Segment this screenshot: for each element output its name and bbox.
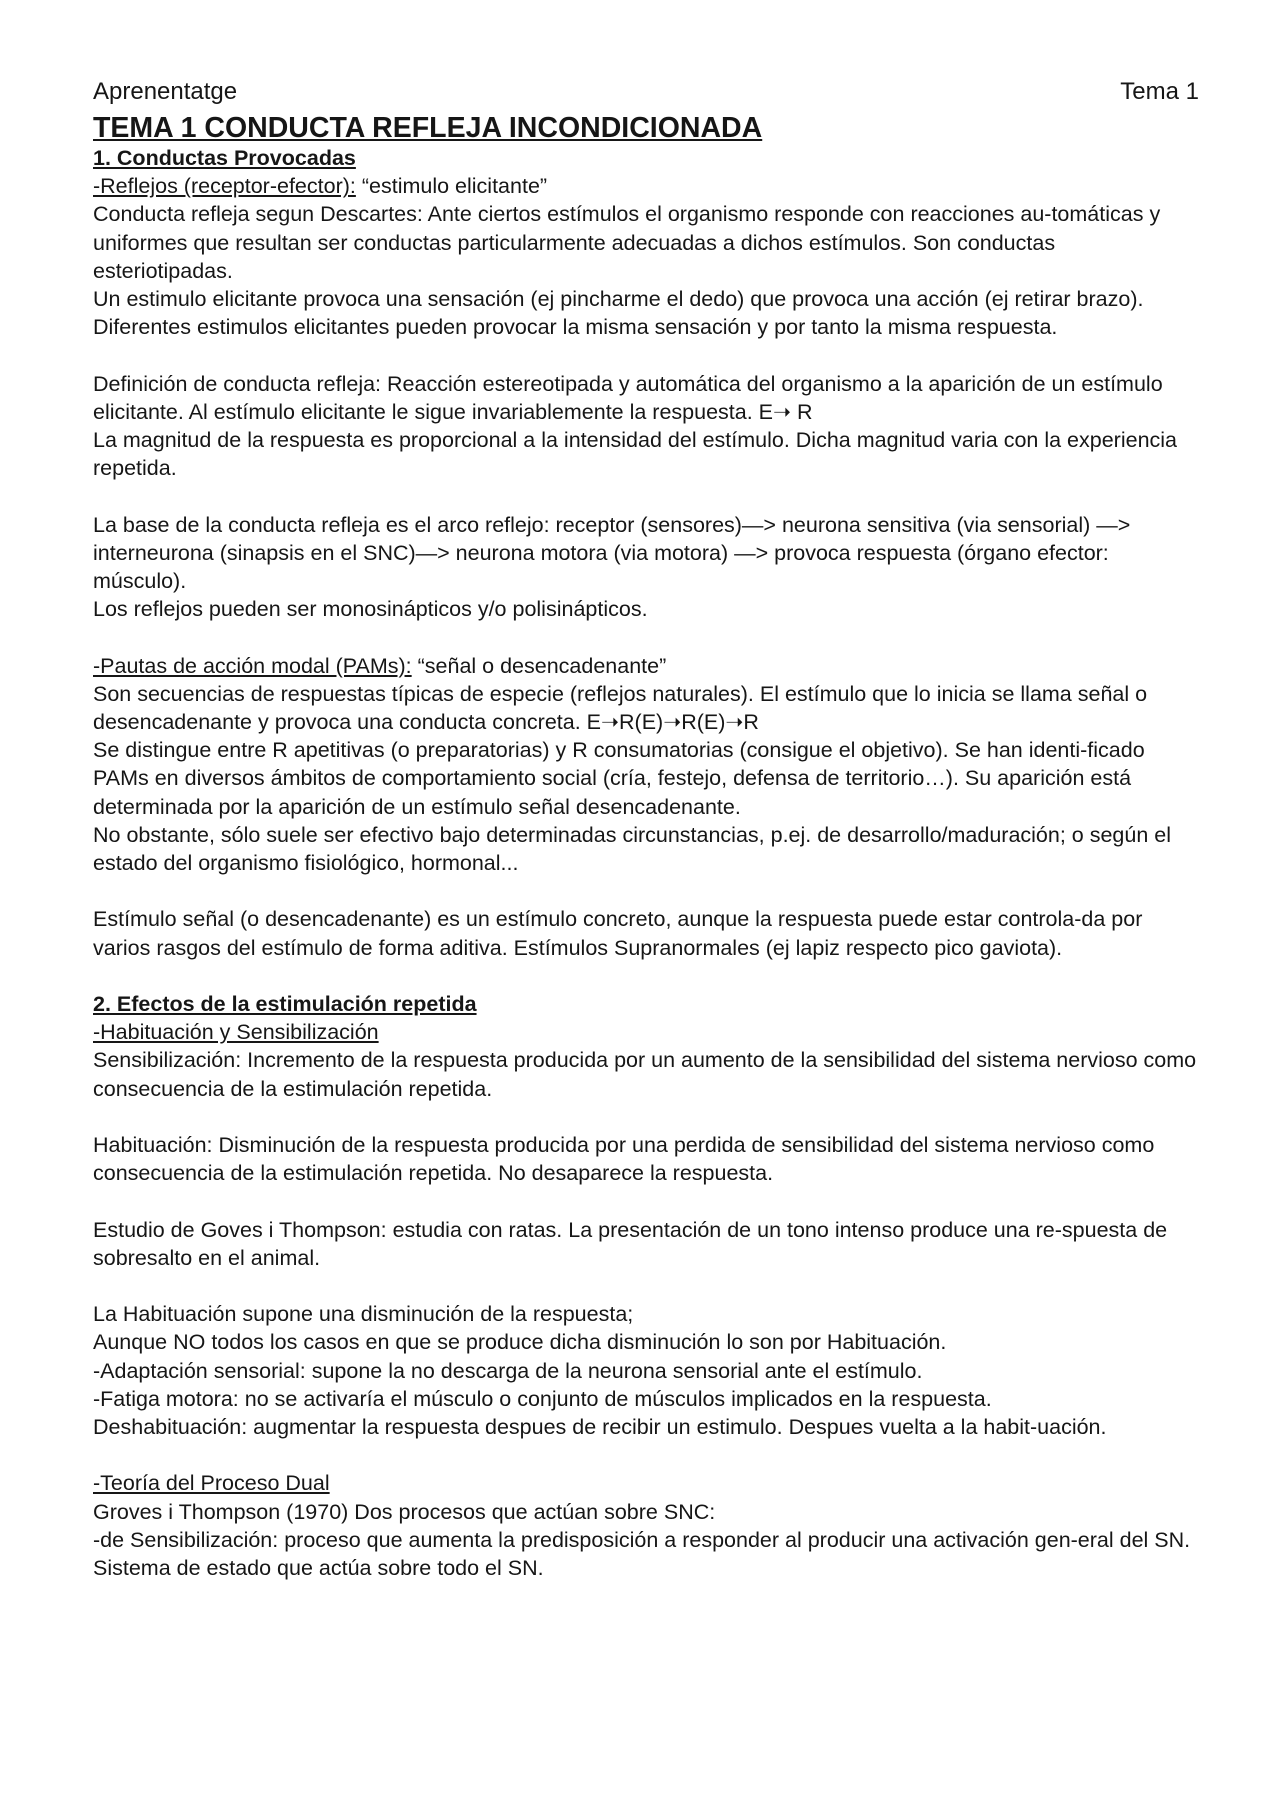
subheading-habituacion bbox=[93, 1018, 1199, 1046]
subheading-habituacion-label: -Habituación y Sensibilización bbox=[93, 1020, 379, 1045]
paragraph-gap bbox=[93, 341, 1199, 369]
paragraph: -Adaptación sensorial: supone la no descarga de la neurona sensorial ante el estímulo. bbox=[93, 1358, 923, 1383]
paragraph: Aunque NO todos los casos en que se produce dicha disminución lo son por Habituación. bbox=[93, 1330, 947, 1355]
paragraph-gap bbox=[93, 623, 1199, 651]
paragraph: Groves i Thompson (1970) Dos procesos que actúan sobre SNC: bbox=[93, 1499, 716, 1524]
document-body bbox=[93, 144, 1199, 1582]
paragraph-gap bbox=[93, 482, 1199, 510]
paragraph-gap bbox=[93, 962, 1199, 990]
paragraph-gap bbox=[93, 1441, 1199, 1469]
paragraph-gap bbox=[93, 1187, 1199, 1215]
subheading-dual bbox=[93, 1469, 1199, 1497]
paragraph-gap bbox=[93, 1103, 1199, 1131]
subheading-pams bbox=[93, 652, 1199, 680]
paragraph: Conducta refleja segun Descartes: Ante ciertos estímulos el organismo responde con reacciones au-tomáticas y uniformes que resultan ser conductas particularmente adecuadas a dichos estímulos. Son conductas esteriotipadas. bbox=[93, 202, 1161, 283]
paragraph: -de Sensibilización: proceso que aumenta la predisposición a responder al producir una activación gen-eral del SN. Sistema de estado que actúa sobre todo el SN. bbox=[93, 1527, 1191, 1581]
subheading-pams-label: -Pautas de acción modal (PAMs): bbox=[93, 653, 412, 678]
subheading-pams-quote: “señal o desencadenante” bbox=[411, 653, 667, 678]
subheading-reflejos-label: -Reflejos (receptor-efector): bbox=[93, 174, 356, 199]
document-page bbox=[93, 72, 1199, 1582]
subheading-dual-label: -Teoría del Proceso Dual bbox=[93, 1471, 330, 1496]
paragraph: La base de la conducta refleja es el arco reflejo: receptor (sensores)—> neurona sensitiva (via sensorial) —> interneurona (sinapsis en el SNC)—> neurona motora (via motora) —> provoca respuesta (órgano efector: músculo). bbox=[93, 512, 1131, 594]
paragraph: Los reflejos pueden ser monosinápticos y/o polisinápticos. bbox=[93, 597, 648, 622]
header-subject: Aprenentatge bbox=[93, 78, 238, 105]
paragraph: Habituación: Disminución de la respuesta producida por una perdida de sensibilidad del sistema nervioso como consecuencia de la estimulación repetida. No desaparece la respuesta. bbox=[93, 1133, 1155, 1186]
paragraph: No obstante, sólo suele ser efectivo bajo determinadas circunstancias, p.ej. de desarrollo/maduración; o según el estado del organismo fisiológico, hormonal... bbox=[93, 822, 1172, 876]
paragraph: Estímulo señal (o desencadenante) es un estímulo concreto, aunque la respuesta puede estar controla-da por varios rasgos del estímulo de forma aditiva. Estímulos Supranormales (ej lapiz respecto pico gaviota). bbox=[93, 907, 1143, 960]
header-topic: Tema 1 bbox=[1120, 78, 1199, 105]
paragraph: Un estimulo elicitante provoca una sensación (ej pincharme el dedo) que provoca una acción (ej retirar brazo). Diferentes estimulos elicitantes pueden provocar la misma sensación y por tanto la misma respuesta. bbox=[93, 287, 1144, 340]
paragraph-gap bbox=[93, 877, 1199, 905]
section-heading-1: 1. Conductas Provocadas bbox=[93, 146, 356, 170]
section-heading-2: 2. Efectos de la estimulación repetida bbox=[93, 992, 477, 1017]
subheading-reflejos-quote: “estimulo elicitante” bbox=[355, 174, 548, 199]
paragraph: La Habituación supone una disminución de la respuesta; bbox=[93, 1302, 634, 1327]
paragraph: Son secuencias de respuestas típicas de especie (reflejos naturales). El estímulo que lo inicia se llama señal o desencadenante y provoca una conducta concreta. E➝R(E)➝R(E)➝R bbox=[93, 681, 1148, 735]
subheading-reflejos bbox=[93, 172, 1199, 200]
paragraph: La magnitud de la respuesta es proporcional a la intensidad del estímulo. Dicha magnitud varia con la experiencia repetida. bbox=[93, 428, 1178, 481]
paragraph: -Fatiga motora: no se activaría el músculo o conjunto de músculos implicados en la respuesta. bbox=[93, 1386, 992, 1411]
paragraph: Definición de conducta refleja: Reacción estereotipada y automática del organismo a la aparición de un estímulo elicitante. Al estímulo elicitante le sigue invariablemente la respuesta. E➝ R bbox=[93, 371, 1163, 424]
paragraph: Se distingue entre R apetitivas (o preparatorias) y R consumatorias (consigue el objetivo). Se han identi-ficado PAMs en diversos ámbitos de comportamiento social (cría, festejo, defensa de territorio…). Su aparición está determinada por la aparición de un estímulo señal desencadenante. bbox=[93, 738, 1145, 819]
document-title: TEMA 1 CONDUCTA REFLEJA INCONDICIONADA bbox=[93, 112, 763, 144]
paragraph: Deshabituación: augmentar la respuesta despues de recibir un estimulo. Despues vuelta a la habit-uación. bbox=[93, 1415, 1107, 1440]
page-header bbox=[93, 72, 1199, 112]
paragraph: Estudio de Goves i Thompson: estudia con ratas. La presentación de un tono intenso produce una re-spuesta de sobresalto en el animal. bbox=[93, 1217, 1168, 1270]
paragraph: Sensibilización: Incremento de la respuesta producida por un aumento de la sensibilidad del sistema nervioso como consecuencia de la estimulación repetida. bbox=[93, 1048, 1197, 1101]
paragraph-gap bbox=[93, 1272, 1199, 1300]
